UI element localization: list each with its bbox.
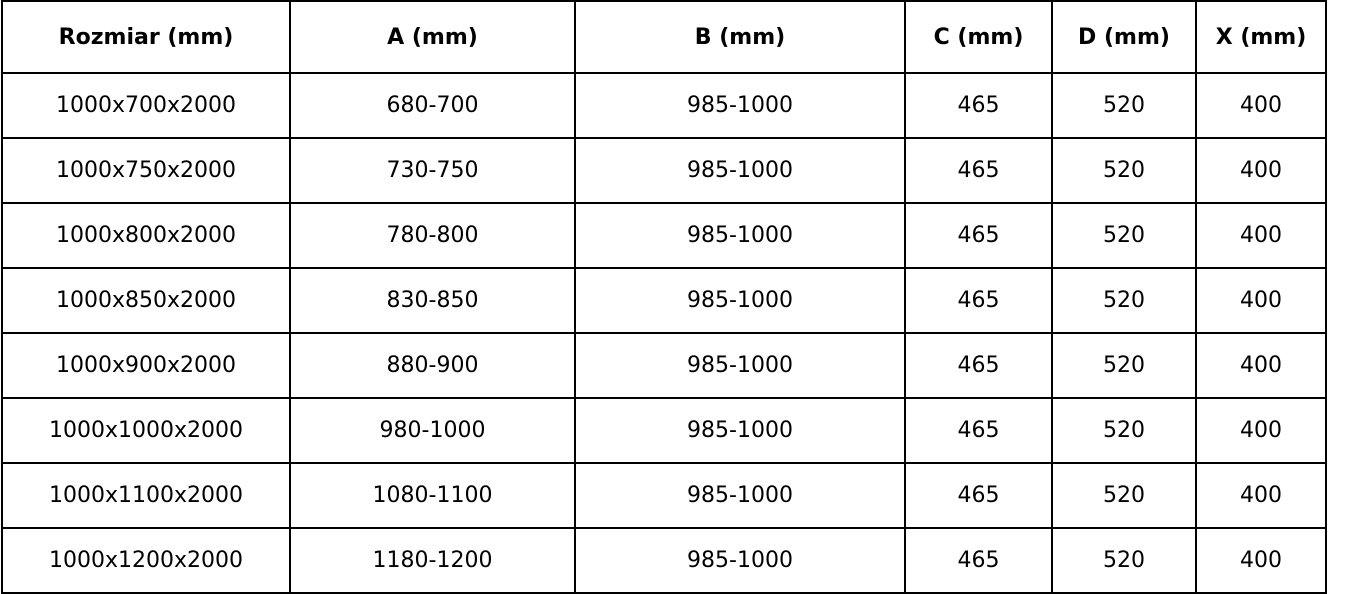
- cell-rozmiar: 1000x700x2000: [2, 73, 290, 138]
- cell-rozmiar: 1000x1000x2000: [2, 398, 290, 463]
- cell-b: 985-1000: [575, 398, 905, 463]
- column-header-b: B (mm): [575, 1, 905, 73]
- table-header: [2, 1, 1326, 73]
- cell-d: 520: [1052, 73, 1196, 138]
- cell-c: 465: [905, 528, 1052, 593]
- cell-d: 520: [1052, 268, 1196, 333]
- cell-a: 880-900: [290, 333, 575, 398]
- cell-rozmiar: 1000x850x2000: [2, 268, 290, 333]
- cell-x: 400: [1196, 138, 1326, 203]
- cell-x: 400: [1196, 463, 1326, 528]
- cell-rozmiar: 1000x900x2000: [2, 333, 290, 398]
- cell-rozmiar: 1000x1100x2000: [2, 463, 290, 528]
- table-row: [2, 73, 1326, 138]
- cell-b: 985-1000: [575, 203, 905, 268]
- dimensions-table: [1, 0, 1327, 594]
- column-header-x: X (mm): [1196, 1, 1326, 73]
- cell-c: 465: [905, 463, 1052, 528]
- cell-a: 730-750: [290, 138, 575, 203]
- cell-x: 400: [1196, 398, 1326, 463]
- cell-b: 985-1000: [575, 138, 905, 203]
- cell-rozmiar: 1000x750x2000: [2, 138, 290, 203]
- table-row: [2, 333, 1326, 398]
- cell-x: 400: [1196, 333, 1326, 398]
- cell-x: 400: [1196, 73, 1326, 138]
- table-row: [2, 138, 1326, 203]
- table-row: [2, 268, 1326, 333]
- cell-a: 780-800: [290, 203, 575, 268]
- cell-d: 520: [1052, 398, 1196, 463]
- column-header-rozmiar: Rozmiar (mm): [2, 1, 290, 73]
- cell-b: 985-1000: [575, 73, 905, 138]
- table-row: [2, 203, 1326, 268]
- cell-rozmiar: 1000x800x2000: [2, 203, 290, 268]
- cell-a: 830-850: [290, 268, 575, 333]
- cell-b: 985-1000: [575, 463, 905, 528]
- cell-d: 520: [1052, 463, 1196, 528]
- cell-b: 985-1000: [575, 268, 905, 333]
- cell-x: 400: [1196, 268, 1326, 333]
- cell-x: 400: [1196, 203, 1326, 268]
- table-row: [2, 463, 1326, 528]
- cell-c: 465: [905, 333, 1052, 398]
- cell-rozmiar: 1000x1200x2000: [2, 528, 290, 593]
- cell-c: 465: [905, 203, 1052, 268]
- cell-c: 465: [905, 73, 1052, 138]
- cell-c: 465: [905, 268, 1052, 333]
- cell-a: 980-1000: [290, 398, 575, 463]
- cell-d: 520: [1052, 203, 1196, 268]
- table-body: [2, 73, 1326, 593]
- cell-c: 465: [905, 398, 1052, 463]
- cell-a: 1180-1200: [290, 528, 575, 593]
- column-header-a: A (mm): [290, 1, 575, 73]
- cell-d: 520: [1052, 528, 1196, 593]
- cell-d: 520: [1052, 138, 1196, 203]
- cell-b: 985-1000: [575, 333, 905, 398]
- cell-b: 985-1000: [575, 528, 905, 593]
- cell-a: 1080-1100: [290, 463, 575, 528]
- cell-d: 520: [1052, 333, 1196, 398]
- cell-a: 680-700: [290, 73, 575, 138]
- cell-c: 465: [905, 138, 1052, 203]
- table-row: [2, 398, 1326, 463]
- table-row: [2, 528, 1326, 593]
- column-header-d: D (mm): [1052, 1, 1196, 73]
- cell-x: 400: [1196, 528, 1326, 593]
- table-header-row: [2, 1, 1326, 73]
- column-header-c: C (mm): [905, 1, 1052, 73]
